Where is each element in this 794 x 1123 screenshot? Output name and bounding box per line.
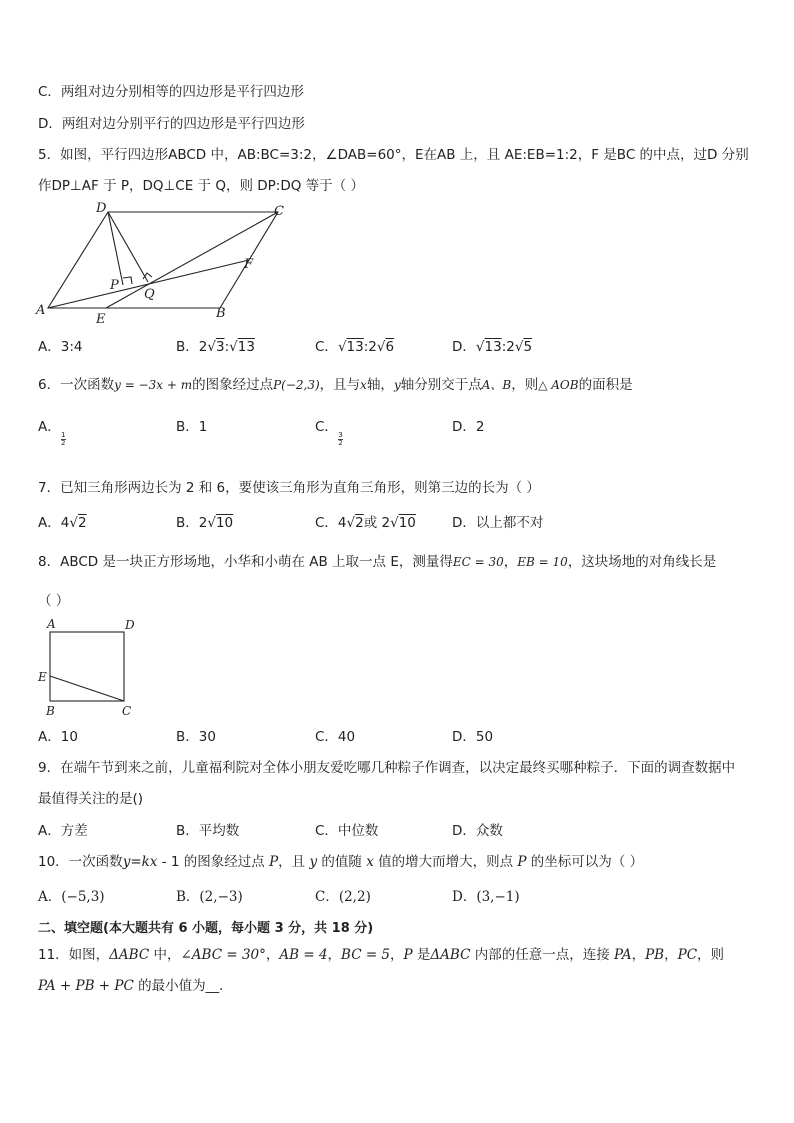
fraction: $\frac{3}{2}$	[338, 431, 343, 447]
sqrt-symbol: √	[514, 339, 524, 355]
q7-option-b: B．2√10	[176, 515, 234, 531]
q5-option-c: C．√13:2√6	[315, 339, 395, 355]
q5-stem-line1: 5．如图，平行四边形ABCD 中，AB:BC=3:2，∠DAB=60°，E在AB 上，且 AE:EB=1:2，F 是BC 的中点，过D 分别	[38, 147, 749, 163]
q9-option-c: C．中位数	[315, 823, 379, 839]
q4-option-c: C．两组对边分别相等的四边形是平行四边形	[38, 84, 304, 100]
q6-stem: 6．一次函数y = −3x + m的图象经过点P(−2,3)，且与x轴，y轴分别交于点A、B，则△ AOB的面积是	[38, 377, 633, 393]
q5-label-b: B	[216, 306, 226, 321]
q11-stem-line1: 11．如图，ΔABC 中，∠ABC = 30°，AB = 4，BC = 5，P 是ΔABC 内部的任意一点，连接 PA，PB，PC，则	[38, 947, 725, 963]
q5-option-d: D．√13:2√5	[452, 339, 533, 355]
sqrt-symbol: √	[346, 515, 356, 531]
q9-stem-line2: 最值得关注的是()	[38, 791, 144, 807]
answer-blank[interactable]: __	[205, 978, 220, 994]
q6-option-b: B．1	[176, 419, 208, 435]
q5-stem-line2: 作DP⊥AF 于 P，DQ⊥CE 于 Q，则 DP:DQ 等于（ ）	[38, 178, 364, 194]
sqrt-symbol: √	[207, 515, 216, 531]
q7-option-a: A．4√2	[38, 515, 87, 531]
sqrt-symbol: √	[337, 339, 347, 355]
q10-option-b: B．(2,−3)	[176, 889, 243, 905]
q8-label-a: A	[47, 617, 56, 631]
fraction: $\frac{1}{2}$	[61, 431, 66, 447]
q7-option-c: C．4√2或 2√10	[315, 515, 416, 531]
q6-option-c: C． $\frac{3}{2}$	[315, 419, 343, 447]
q7-stem: 7．已知三角形两边长为 2 和 6，要使该三角形为直角三角形，则第三边的长为（ ）	[38, 480, 540, 496]
q7-option-d: D．以上都不对	[452, 515, 544, 531]
q5-label-e: E	[96, 312, 106, 327]
q11-stem-line2: PA + PB + PC 的最小值为__．	[38, 978, 233, 994]
q8-label-c: C	[122, 704, 132, 718]
q8-square-figure	[34, 614, 144, 720]
sqrt-symbol: √	[390, 515, 399, 531]
q6-option-d: D．2	[452, 419, 485, 435]
sqrt-symbol: √	[69, 515, 78, 531]
q10-stem: 10．一次函数y=kx - 1 的图象经过点 P，且 y 的值随 x 值的增大而增大，则点 P 的坐标可以为（ ）	[38, 854, 644, 870]
q8-stem: 8．ABCD 是一块正方形场地，小华和小萌在 AB 上取一点 E，测量得EC = 30，EB = 10，这块场地的对角线长是	[38, 554, 717, 570]
q8-stem-line2: （ ）	[38, 593, 70, 609]
q6-option-a: A． $\frac{1}{2}$	[38, 419, 66, 447]
q10-option-d: D．(3,−1)	[452, 889, 520, 905]
q9-option-d: D．众数	[452, 823, 503, 839]
q5-option-b: B．2√3:√13	[176, 339, 255, 355]
sqrt-symbol: √	[229, 339, 238, 355]
sqrt-symbol: √	[207, 339, 216, 355]
q10-option-c: C．(2,2)	[315, 889, 371, 905]
q8-label-b: B	[46, 704, 55, 718]
q8-option-c: C．40	[315, 729, 356, 745]
q5-parallelogram-figure	[30, 198, 300, 328]
section-title-fill-in: 二、填空题(本大题共有 6 小题，每小题 3 分，共 18 分)	[38, 921, 374, 936]
q9-option-b: B．平均数	[176, 823, 240, 839]
q5-label-p: P	[110, 278, 119, 293]
sqrt-symbol: √	[376, 339, 386, 355]
q10-option-a: A．(−5,3)	[38, 889, 105, 905]
q9-option-a: A．方差	[38, 823, 88, 839]
q5-label-f: F	[244, 257, 254, 272]
q5-label-d: D	[96, 201, 107, 216]
sqrt-symbol: √	[475, 339, 485, 355]
q5-label-c: C	[274, 204, 284, 219]
q8-label-d: D	[125, 618, 135, 632]
q8-label-e: E	[38, 670, 47, 684]
q8-option-b: B．30	[176, 729, 216, 745]
q5-label-a: A	[36, 303, 46, 318]
q4-option-d: D．两组对边分别平行的四边形是平行四边形	[38, 116, 305, 132]
q8-option-d: D．50	[452, 729, 494, 745]
q8-option-a: A．10	[38, 729, 78, 745]
q5-option-a: A．3:4	[38, 339, 83, 355]
q9-stem-line1: 9．在端午节到来之前，儿童福利院对全体小朋友爱吃哪几种粽子作调查，以决定最终买哪种粽子．下面的调查数据中	[38, 760, 736, 776]
q5-label-q: Q	[144, 287, 155, 302]
